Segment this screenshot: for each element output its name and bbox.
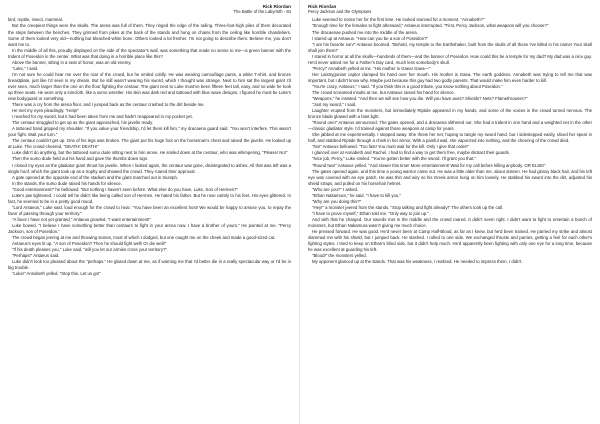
paragraph: "No!" Antaeus bellowed. "Too fast! You must wait for the kill. Only I give that order!" bbox=[312, 144, 470, 150]
paragraph: Luke's jaw tightened. I could tell he didn't like being called son of Hermes. He hated his father. But he rose calmly to his feet. His eyes glittered. In fact, he seemed to be in a pretty good mood. bbox=[8, 192, 291, 204]
paragraph: "Why are you doing this?" bbox=[312, 198, 362, 204]
paragraph: I stared up at Antaeus. "How can you be a son of Poseidon?" bbox=[312, 35, 429, 41]
paragraph: Then the sumo dude held out his hand and gave the thumbs down sign. bbox=[12, 156, 149, 162]
paragraph: "Good entertainment!" he bellowed. "But nothing I haven't seen before. What else do you have, Luke, Son of Hermes?" bbox=[12, 186, 238, 192]
paragraph: I stared in horror at all the skulls—hundreds of them—and the banner of Poseidon. How could this be a temple for my dad? My dad was a nice guy. He'd never asked me for a Father's Day card, much less somebody's skull. bbox=[308, 53, 592, 65]
page-header bbox=[308, 4, 592, 14]
paragraph: "Blood!" the monsters yelled. bbox=[312, 253, 367, 259]
paragraph: In the stands, the sumo dude raised his hands for silence. bbox=[12, 180, 122, 186]
paragraph: A gate opened at the opposite end of the stadium and the giant marched out in triumph. bbox=[12, 174, 179, 180]
page-header bbox=[8, 4, 291, 14]
paragraph: Luke didn't do anything, but the tattooed sumo dude sitting next to him arose. He smiled down at the centaur, who was whimpering, "Please! No!" bbox=[12, 150, 288, 156]
paragraph: But the creepiest things were the skulls. The arena was full of them. They ringed the edge of the railing. Three-foot-high piles of them decorated the steps between the benches. They grinned from pikes at the back of the stands and hung on chains from the ceiling like horrible chandeliers. Some of them looked very old—nothing but bleached-white bone. Others looked a lot fresher. I'm not going to describe them. Believe me, you don't want me to. bbox=[8, 23, 291, 47]
paragraph: "Ethan Nakamura," he said. "I have to kill you." bbox=[312, 192, 401, 198]
paragraph: "I have to prove myself," Ethan told me. "Only way to join up." bbox=[312, 210, 429, 216]
paragraph: The crowd began jeering at me and throwing stones, most of which I dodged, but one caught me on the cheek and made a good-sized cut. bbox=[12, 235, 276, 241]
book-title: The Battle of the Labyrinth - 84 bbox=[233, 9, 291, 15]
author-name: Rick Riordan bbox=[262, 4, 291, 9]
paragraph: Luke bowed. "I believe I have something better than centaurs to fight in your arena now. I have a brother of yours." He pointed at me. "Percy Jackson, son of Poseidon." bbox=[8, 223, 291, 235]
paragraph: "Luke," I said. bbox=[12, 65, 39, 71]
paragraph: The centaur couldn't get up. One of his legs was broken. The giant put his huge foot on the horseman's chest and raised the javelin. He looked up at Luke. The crowd cheered, "DEATH! DEATH!" bbox=[8, 138, 291, 150]
paragraph: And with that he charged. Our swords met in the middle and the crowd roared. It didn't seem right. I didn't want to fight to entertain a bunch of monsters, but Ethan Nakamura wasn't giving me much choice. bbox=[308, 216, 592, 228]
paragraph: Above the banner, sitting in a seat of honor, was an old enemy. bbox=[12, 59, 132, 65]
paragraph: She jabbed at me experimentally. I stepped away. She threw her net, hoping to tangle my sword hand, but I sidestepped easily, sliced her spear in half, and stabbed Riptide through a chink in her armor. With a painful wail, she vaporized into nothing, and the cheering of the crowd died. bbox=[308, 132, 592, 144]
paragraph: He pressed forward. He was good. He'd never been at Camp Half-Blood, as far as I knew, but he'd been trained. He parried my strike and almost slammed me with his shield, but I jumped back. He slashed. I rolled to one side. We exchanged thrusts and parries, getting a feel for each other's fighting styles. I tried to keep on Ethan's blind side, but it didn't help much. He'd apparently been fighting with only one eye for a long time, because he was excellent at guarding his left. bbox=[308, 229, 592, 253]
paragraph: "Who are you?" I asked. bbox=[312, 186, 359, 192]
paragraph: I closed my eyes as the gladiator giant thrust his javelin. When I looked again, the centaur was gone, disintegrated to ashes. All that was left was a single hoof, which the giant took up as a trophy and showed the crowd. They roared their approval. bbox=[8, 162, 291, 174]
paragraph: "Luke!" Annabeth yelled. "Stop this. Let us go!" bbox=[12, 271, 101, 277]
paragraph: "Round one!" Antaeus announced. The gates opened, and a dracaena slithered out. She had a trident in one hand and a weighted net in the other—classic gladiator style. I'd trained against those weapons at camp for years. bbox=[308, 120, 592, 132]
paragraph: "Weapons," he insisted. "And then we will see how you die. Will you have axes? Shields? Nets? Flamethrowers?" bbox=[312, 96, 528, 102]
paragraph: "You're crazy, Antaeus," I said. "If you think this is a good tribute, you know nothing about Poseidon." bbox=[312, 83, 503, 89]
paragraph: The centaur struggled to get up as the giant approached, his javelin ready. bbox=[12, 120, 154, 126]
paragraph: "Enough time for the females to fight afterward," Antaeus interrupted. "First, Percy Jackson, what weapons will you choose?" bbox=[312, 23, 549, 29]
paragraph: I reached for my sword, but it had been taken from me and hadn't reappeared in my pocket yet. bbox=[12, 114, 193, 120]
paragraph: Antaeus's eyes lit up. "A son of Poseidon? Then he should fight well! Or die well!" bbox=[12, 241, 167, 247]
author-name: Rick Riordan bbox=[308, 4, 337, 9]
paragraph: Laughter erupted from the monsters, but immediately Riptide appeared in my hands, and some of the voices in the crowd turned nervous. The bronze blade glowed with a faint light. bbox=[308, 108, 592, 120]
paragraph: My opponent glanced up at the stands. That was his weakness, I realized. He needed to impress them. I didn't. bbox=[312, 259, 523, 265]
paragraph: "I am his favorite son!" Antaeus boomed. "Behold, my temple to the Earthshaker, built from the skulls of all those I've killed in his name! Your skull shall join them!" bbox=[308, 41, 592, 53]
paragraph: "Lord Antaeus," Luke said, loud enough for the crowd to hear. "You have been an excellent host! We would be happy to amuse you, to repay the favor of passing through your territory." bbox=[8, 204, 291, 216]
paragraph: "Just my sword," I said. bbox=[312, 102, 357, 108]
paragraph: "Perhaps!" Antaeus said. bbox=[12, 253, 60, 259]
paragraph: Luke seemed to notice her for the first time. He looked stunned for a moment. "Annabeth?" bbox=[312, 17, 485, 23]
paragraph: I glanced over at Annabeth and Rachel. I had to find a way to get them free, maybe distract their guards. bbox=[312, 150, 511, 156]
page-body bbox=[8, 17, 291, 277]
paragraph: I'm not sure he could hear me over the roar of the crowd, but he smiled coldly. He was wearing camouflage pants, a white T-shirt, and bronze breastplate, just like I'd seen in my dream. But he still wasn't wearing his sword, which I thought was strange. Next to him sat the largest giant I'd ever seen, much larger than the one on the floor fighting the centaur. The giant next to Luke must've been fifteen feet tall, easy, and so wide he took up three seats. He wore only a loincloth, like a sumo wrestler. His skin was dark red and tattooed with blue wave designs. I figured he must be Luke's new bodyguard or something. bbox=[8, 71, 291, 102]
paragraph: A tattooed hand gripped my shoulder. "If you value your friendship, I'd let them kill him," my dracaena guard said. "You won't interfere. This wasn't your fight. Wait your turn." bbox=[8, 126, 291, 138]
paragraph: "Round two!" Antaeus yelled. "And slower this time! More entertainment! Wait for my call before killing anybody. OR ELSE!" bbox=[312, 162, 546, 168]
paragraph: "Hey!" a monster jeered from the stands. "Stop talking and fight already!" The others took up the call. bbox=[312, 204, 504, 210]
paragraph: Her Laistrygonian captor clamped his hand over her mouth. His mother is Gaea. The earth goddess. Annabeth was trying to tell me that was important, but I didn't know why. Maybe just because this guy had two godly parents. That would make him even harder to kill. bbox=[308, 71, 592, 83]
right-page bbox=[300, 0, 600, 424]
paragraph: "If his death pleases you," Luke said, "will you let our armies cross your territory?" bbox=[12, 247, 167, 253]
paragraph: He met my eyes pleadingly. "Help!" bbox=[12, 108, 79, 114]
paragraph: "A favor I have not yet granted," Antaeus growled. "I want entertainment!" bbox=[12, 216, 151, 222]
paragraph: In the middle of all this, proudly displayed on the side of the spectator's wall, was something that made no sense to me—a green banner with the trident of Poseidon in the center. What was that doing in a horrible place like this? bbox=[8, 47, 291, 59]
paragraph: "Nice job, Percy," Luke smiled. "You've gotten better with the sword. I'll grant you that." bbox=[312, 156, 476, 162]
paragraph: The crowd screamed insults at me, but Antaeus raised his hand for silence. bbox=[312, 89, 455, 95]
paragraph: Luke didn't look too pleased about the "perhaps." He glared down at me, as if warning me that I'd better die in a really spectacular way or I'd be in big trouble. bbox=[8, 259, 291, 271]
page-body bbox=[308, 17, 592, 265]
paragraph: bird, reptile, insect, mammal. bbox=[8, 17, 63, 23]
book-title: Percy Jackson and the Olympians bbox=[308, 9, 372, 15]
paragraph: The gates opened again, and this time a young warrior came out. He was a little older than me, about sixteen. He had glossy black hair, and his left eye was covered with an eye patch. He was thin and wiry so his Greek armor hung on him loosely. He stabbed his sword into the dirt, adjusted his shield straps, and pulled on his horsehair helmet. bbox=[308, 168, 592, 186]
paragraph: "Percy!" Annabeth yelled at me. "His mother is Gaea! Gaea—" bbox=[312, 65, 431, 71]
paragraph: The dracaenae pushed me into the middle of the arena. bbox=[312, 29, 418, 35]
paragraph: There was a cry from the arena floor, and I jumped back as the centaur crashed to the dirt beside me. bbox=[12, 102, 205, 108]
